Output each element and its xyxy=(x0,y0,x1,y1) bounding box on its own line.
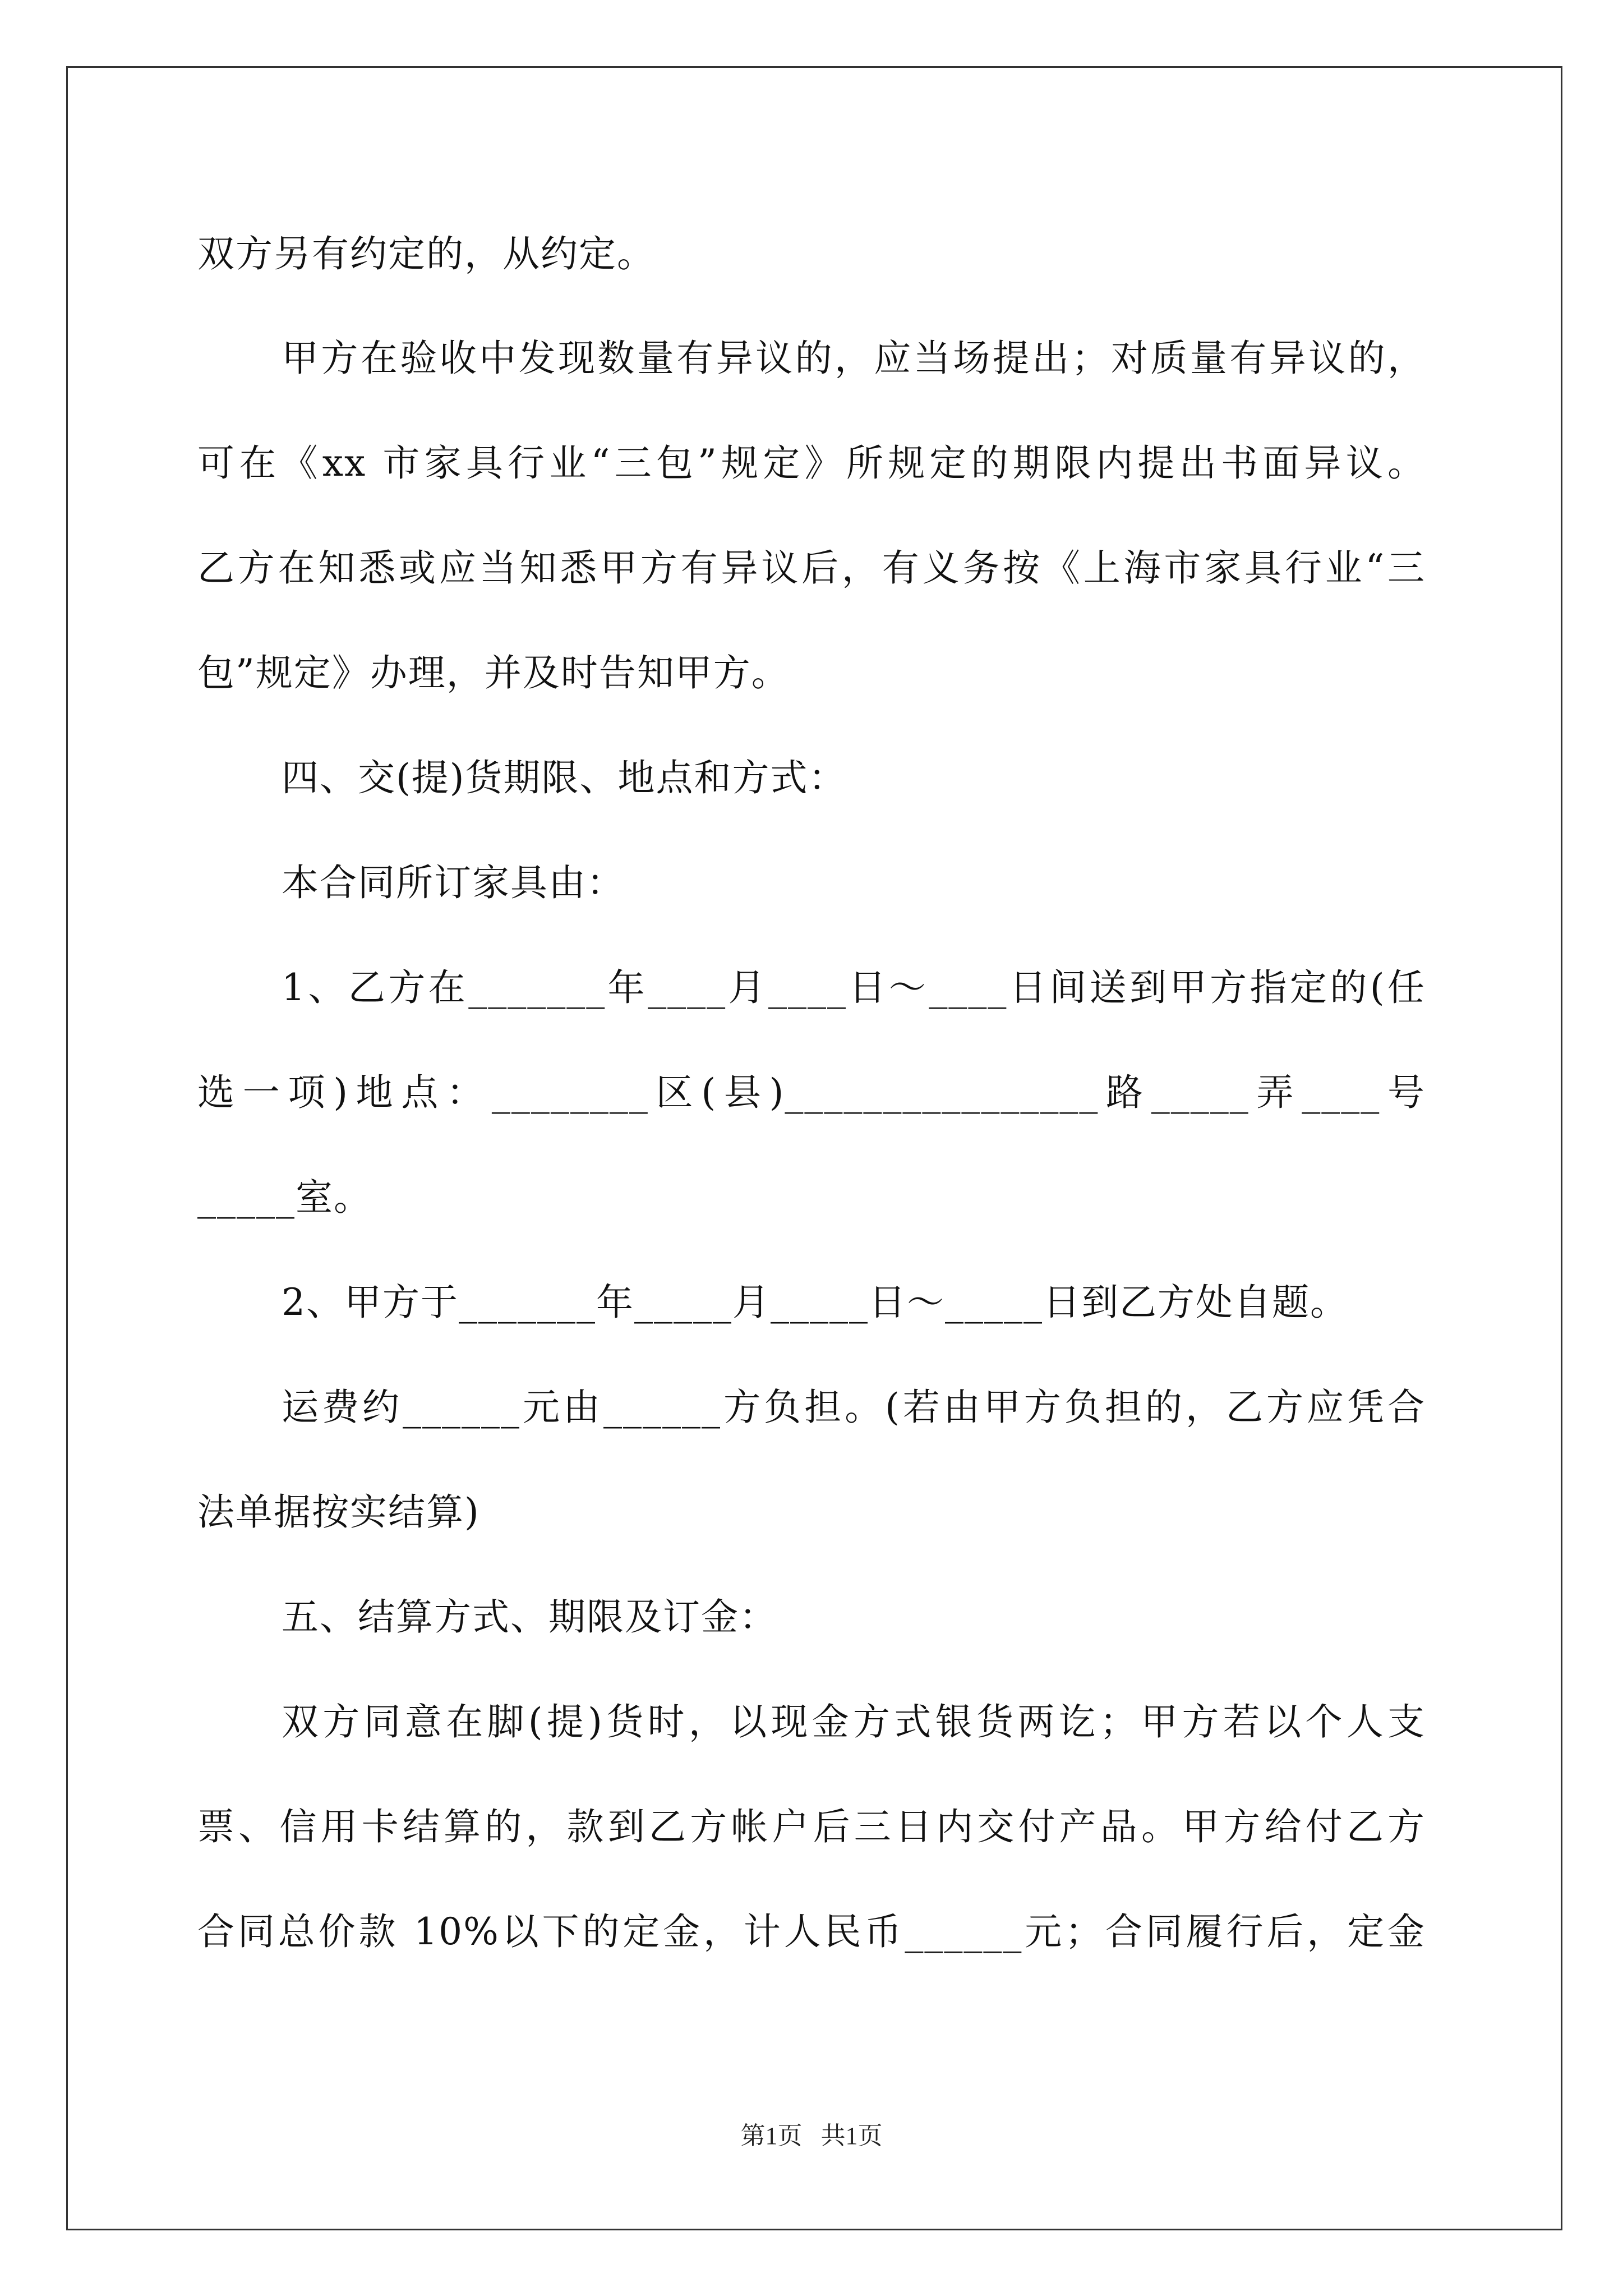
paragraph-line: 2、甲方于_______年_____月_____日～_____日到乙方处自题。 xyxy=(282,1281,1348,1324)
paragraph-line: 合同总价款 10%以下的定金，计人民币______元；合同履行后，定金 xyxy=(197,1910,1426,1953)
paragraph-line: 乙方在知悉或应当知悉甲方有异议后，有义务按《上海市家具行业“三 xyxy=(197,546,1426,590)
page-footer: 第1页 共1页 xyxy=(740,2122,883,2150)
section-heading: 四、交(提)货期限、地点和方式： xyxy=(282,756,847,799)
paragraph-line: 包”规定》办理，并及时告知甲方。 xyxy=(197,651,790,694)
paragraph-line: 双方另有约定的，从约定。 xyxy=(197,232,655,275)
paragraph-line: 本合同所订家具由： xyxy=(282,861,625,904)
paragraph-line: 双方同意在脚(提)货时，以现金方式银货两讫；甲方若以个人支 xyxy=(282,1700,1426,1743)
paragraph-line: 运费约______元由______方负担。(若由甲方负担的，乙方应凭合 xyxy=(282,1386,1426,1429)
paragraph-line: 选一项)地点：________区(县)________________路_____弄____号 xyxy=(197,1071,1426,1114)
paragraph-line: 可在《xx 市家具行业“三包”规定》所规定的期限内提出书面异议。 xyxy=(197,441,1426,485)
page-border xyxy=(66,66,1562,2230)
paragraph-line: 1、乙方在_______年____月____日～____日间送到甲方指定的(任 xyxy=(282,966,1426,1009)
paragraph-line: 法单据按实结算) xyxy=(197,1490,480,1534)
paragraph-line: 票、信用卡结算的，款到乙方帐户后三日内交付产品。甲方给付乙方 xyxy=(197,1805,1426,1848)
section-heading: 五、结算方式、期限及订金： xyxy=(282,1595,777,1639)
paragraph-line: _____室。 xyxy=(197,1176,372,1219)
paragraph-line: 甲方在验收中发现数量有异议的，应当场提出；对质量有异议的， xyxy=(282,337,1426,380)
